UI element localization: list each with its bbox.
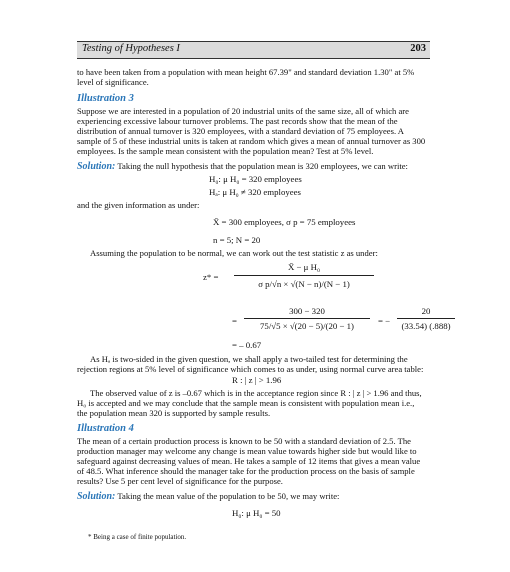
solution-line [77,161,432,172]
given-values: X̄ = 300 employees, σ p = 75 employees [213,217,356,227]
paragraph-line: The observed value of z is –0.67 which is in the acceptance region since R : | z | > 1.96 and thus, [90,388,422,398]
paragraph-line: The mean of a certain production process is known to be 50 with a standard deviation of 2.5. The [77,436,411,446]
eq3-numerator: 20 [421,306,431,316]
paragraph-line: As Hₐ is two-sided in the given question, we shall apply a two-tailed test for determining the [90,354,408,364]
solution-text: Taking the null hypothesis that the population mean is 320 employees, we can write: [115,161,408,171]
solution-text: Taking the mean value of the population to be 50, we may write: [115,491,340,501]
illustration-3-heading: Illustration 3 [77,93,134,104]
solution-line [77,491,432,502]
paragraph-line: of 48.5. What inference should the manager take for the production process on the basis of sample [77,466,415,476]
paragraph-line: and the given information as under: [77,200,200,210]
solution-label: Solution: [77,161,116,172]
eq-sign: = [232,316,237,326]
paragraph-line: employees. Is the sample mean consistent with the population mean? Test at 5% level. [77,146,374,156]
fraction-bar [234,275,374,276]
eq-minus: = − [378,316,391,326]
header-title: Testing of Hypotheses I [82,43,180,54]
paragraph-line: sample of 5 of these industrial units is taken at random which gives a mean of annual turnover as 300 [77,136,426,146]
eq3-denominator: (33.54) (.888) [401,321,451,331]
paragraph-line: experiencing excessive labour turnover problems. The past records show that the mean of the [77,116,398,126]
paragraph-line: Assuming the population to be normal, we can work out the test statistic z as under: [90,248,378,258]
null-hypothesis: H₀: μ H₀ = 50 [232,508,281,518]
z-result: = – 0.67 [232,340,262,350]
page-number: 203 [410,43,426,54]
sample-sizes: n = 5; N = 20 [213,235,261,245]
fraction-bar [244,318,370,319]
paragraph-line: results? Use 5 per cent level of significance for the purpose. [77,476,283,486]
paragraph-line: Suppose we are interested in a population of 20 industrial units of the same size, all of which are [77,106,409,116]
paragraph-line: H₀ is accepted and we may conclude that the sample mean is consistent with population mean i.e., [77,398,415,408]
paragraph-line: rejection regions at 5% level of significance which comes to as under, using normal curve area table: [77,364,424,374]
sub-denominator: 75/√5 × √(20 − 5)/(20 − 1) [260,321,354,331]
z-lhs: z* = [203,272,219,282]
paragraph-line: the population mean 320 is supported by sample results. [77,408,271,418]
illustration-4-heading: Illustration 4 [77,423,134,434]
running-header [77,41,430,59]
paragraph-line: level of significance. [77,77,149,87]
z-numerator: X̄ − μ H₀ [287,262,321,272]
fraction-bar [397,318,455,319]
rejection-region: R : | z | > 1.96 [232,375,282,385]
paragraph-line: distribution of annual turnover is 320 employees, with a standard deviation of 75 employees. A [77,126,404,136]
null-hypothesis: H₀: μ H₀ = 320 employees [209,174,302,184]
sub-numerator: 300 − 320 [289,306,325,316]
solution-label: Solution: [77,491,116,502]
paragraph-line: production manager may welcome any change is mean value towards higher side but would like to [77,446,417,456]
paragraph-line: safeguard against decreasing values of mean. He takes a sample of 12 items that gives a mean value [77,456,421,466]
paragraph-line: to have been taken from a population with mean height 67.39" and standard deviation 1.30" at 5% [77,67,415,77]
alt-hypothesis: Hₐ: μ H₀ ≠ 320 employees [209,187,301,197]
z-denominator: σ p/√n × √(N − n)/(N − 1) [258,279,350,289]
footnote: * Being a case of finite population. [88,533,187,541]
